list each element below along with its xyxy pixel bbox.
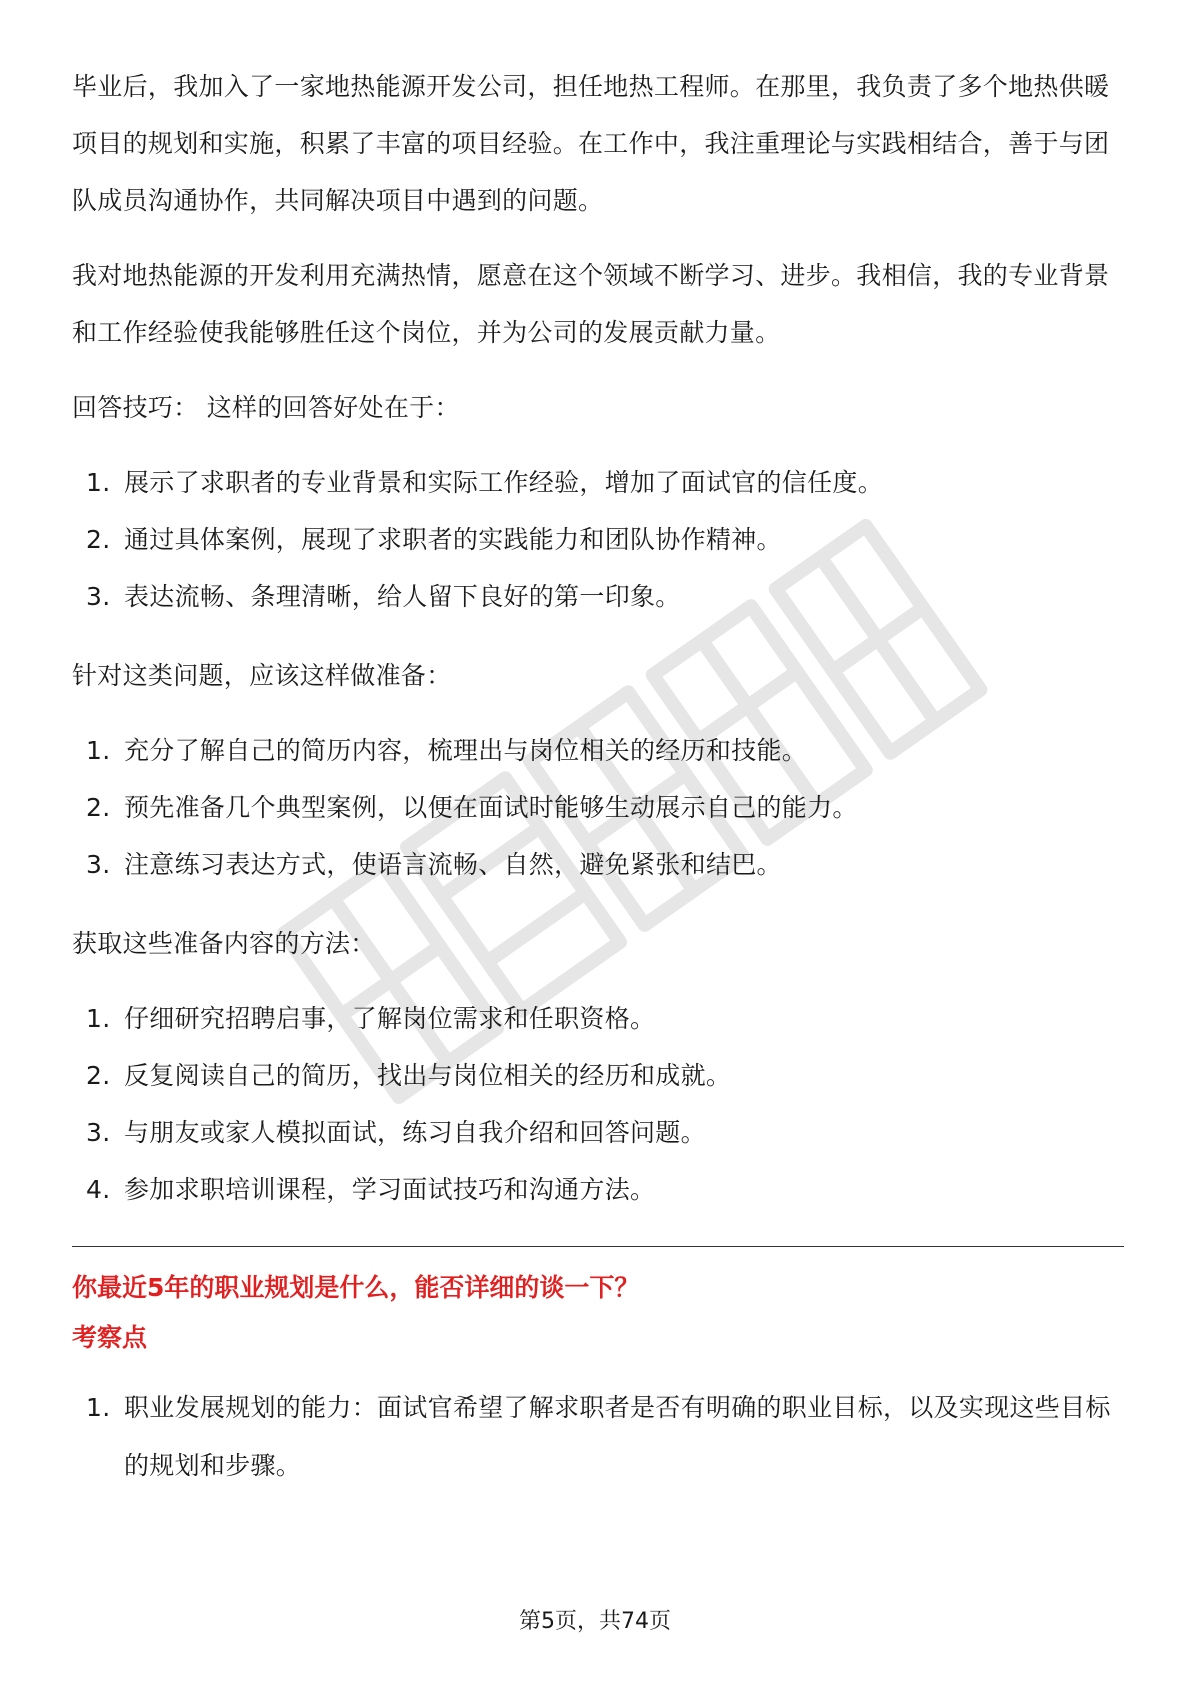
list-item: 3. 注意练习表达方式，使语言流畅、自然，避免紧张和结巴。 — [86, 850, 782, 879]
tips-heading: 回答技巧： 这样的回答好处在于： — [72, 393, 460, 422]
list-item: 2. 预先准备几个典型案例，以便在面试时能够生动展示自己的能力。 — [86, 793, 858, 822]
list-item: 1. 充分了解自己的简历内容，梳理出与岗位相关的经历和技能。 — [86, 736, 808, 765]
list-item: 3. 与朋友或家人模拟面试，练习自我介绍和回答问题。 — [86, 1118, 706, 1147]
question-subtitle: 考察点 — [72, 1323, 148, 1352]
question-points-list — [72, 1379, 1124, 1495]
question-title: 你最近5年的职业规划是什么，能否详细的谈一下？ — [72, 1273, 640, 1302]
prep-heading: 针对这类问题，应该这样做准备： — [72, 661, 452, 690]
list-item: 2. 反复阅读自己的简历，找出与岗位相关的经历和成就。 — [86, 1061, 732, 1090]
section-divider — [72, 1246, 1124, 1247]
list-item: 1. 展示了求职者的专业背景和实际工作经验，增加了面试官的信任度。 — [86, 468, 884, 497]
list-item: 2. 通过具体案例，展现了求职者的实践能力和团队协作精神。 — [86, 525, 782, 554]
methods-list — [72, 990, 1124, 1218]
paragraph-motivation: 我对地热能源的开发利用充满热情，愿意在这个领域不断学习、进步。我相信，我的专业背景和工作经验使我能够胜任这个岗位，并为公司的发展贡献力量。 — [72, 261, 1110, 347]
tips-list — [72, 454, 1124, 625]
page-footer: 第5页，共74页 — [519, 1609, 671, 1634]
list-item: 4. 参加求职培训课程，学习面试技巧和沟通方法。 — [86, 1175, 656, 1204]
list-item: 1. 职业发展规划的能力：面试官希望了解求职者是否有明确的职业目标，以及实现这些目标的规划和步骤。 — [86, 1393, 1111, 1480]
methods-heading: 获取这些准备内容的方法： — [72, 929, 376, 958]
main-content — [72, 58, 1124, 1517]
list-item: 1. 仔细研究招聘启事，了解岗位需求和任职资格。 — [86, 1004, 656, 1033]
list-item: 3. 表达流畅、条理清晰，给人留下良好的第一印象。 — [86, 582, 681, 611]
paragraph-experience: 毕业后，我加入了一家地热能源开发公司，担任地热工程师。在那里，我负责了多个地热供暖项目的规划和实施，积累了丰富的项目经验。在工作中，我注重理论与实践相结合，善于与团队成员沟通协作，共同解决项目中遇到的问题。 — [72, 72, 1110, 215]
prep-list — [72, 722, 1124, 893]
